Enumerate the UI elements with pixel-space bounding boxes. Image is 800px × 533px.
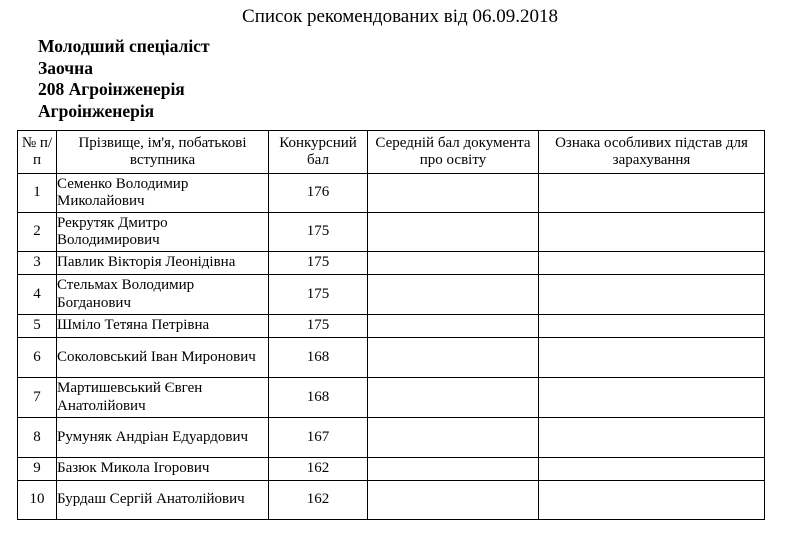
special-grounds — [539, 418, 765, 458]
applicant-name: Бурдаш Сергій Анатолійович — [57, 481, 269, 520]
competitive-score: 168 — [269, 338, 368, 378]
column-header-score: Конкурсний бал — [269, 131, 368, 174]
competitive-score: 175 — [269, 213, 368, 252]
average-score — [368, 275, 539, 315]
special-grounds — [539, 315, 765, 338]
competitive-score: 175 — [269, 315, 368, 338]
table-row — [18, 213, 765, 252]
table-row — [18, 252, 765, 275]
competitive-score: 162 — [269, 458, 368, 481]
average-score — [368, 213, 539, 252]
average-score — [368, 458, 539, 481]
table-row — [18, 378, 765, 418]
program-name: Агроінженерія — [38, 100, 155, 121]
program-info — [38, 36, 210, 122]
row-number: 3 — [18, 252, 57, 275]
row-number: 7 — [18, 378, 57, 418]
average-score — [368, 338, 539, 378]
row-number: 6 — [18, 338, 57, 378]
special-grounds — [539, 338, 765, 378]
table-row — [18, 458, 765, 481]
competitive-score: 168 — [269, 378, 368, 418]
applicant-name: Базюк Микола Ігорович — [57, 458, 269, 481]
special-grounds — [539, 213, 765, 252]
special-grounds — [539, 458, 765, 481]
competitive-score: 175 — [269, 252, 368, 275]
average-score — [368, 315, 539, 338]
row-number: 9 — [18, 458, 57, 481]
applicant-name: Семенко Володимир Миколайович — [57, 174, 269, 213]
special-grounds — [539, 481, 765, 520]
row-number: 2 — [18, 213, 57, 252]
study-form: Заочна — [38, 57, 93, 78]
recommended-applicants-table — [17, 130, 765, 520]
applicant-name: Рекрутяк Дмитро Володимирович — [57, 213, 269, 252]
column-header-name: Прізвище, ім'я, побатькові вступника — [57, 131, 269, 174]
row-number: 8 — [18, 418, 57, 458]
average-score — [368, 378, 539, 418]
average-score — [368, 174, 539, 213]
table-row — [18, 338, 765, 378]
special-grounds — [539, 378, 765, 418]
average-score — [368, 252, 539, 275]
applicant-name: Соколовський Іван Миронович — [57, 338, 269, 378]
table-row — [18, 174, 765, 213]
competitive-score: 162 — [269, 481, 368, 520]
applicant-name: Стельмах Володимир Богданович — [57, 275, 269, 315]
special-grounds — [539, 275, 765, 315]
applicant-name: Шміло Тетяна Петрівна — [57, 315, 269, 338]
table-row — [18, 275, 765, 315]
competitive-score: 176 — [269, 174, 368, 213]
competitive-score: 167 — [269, 418, 368, 458]
specialty: 208 Агроінженерія — [38, 79, 185, 99]
applicant-name: Мартишевський Євген Анатолійович — [57, 378, 269, 418]
average-score — [368, 481, 539, 520]
table-header-row — [18, 131, 765, 174]
row-number: 4 — [18, 275, 57, 315]
education-level: Молодший спеціаліст — [38, 36, 210, 56]
special-grounds — [539, 174, 765, 213]
column-header-special-grounds: Ознака особливих підстав для зарахування — [539, 131, 765, 174]
applicant-name: Павлик Вікторія Леонідівна — [57, 252, 269, 275]
column-header-average: Середній бал документа про освіту — [368, 131, 539, 174]
document-title: Список рекомендованих від 06.09.2018 — [242, 6, 558, 27]
row-number: 5 — [18, 315, 57, 338]
table-row — [18, 315, 765, 338]
row-number: 10 — [18, 481, 57, 520]
special-grounds — [539, 252, 765, 275]
table-row — [18, 481, 765, 520]
column-header-number: № п/п — [18, 131, 57, 174]
applicant-name: Румуняк Андріан Едуардович — [57, 418, 269, 458]
average-score — [368, 418, 539, 458]
row-number: 1 — [18, 174, 57, 213]
table-row — [18, 418, 765, 458]
competitive-score: 175 — [269, 275, 368, 315]
